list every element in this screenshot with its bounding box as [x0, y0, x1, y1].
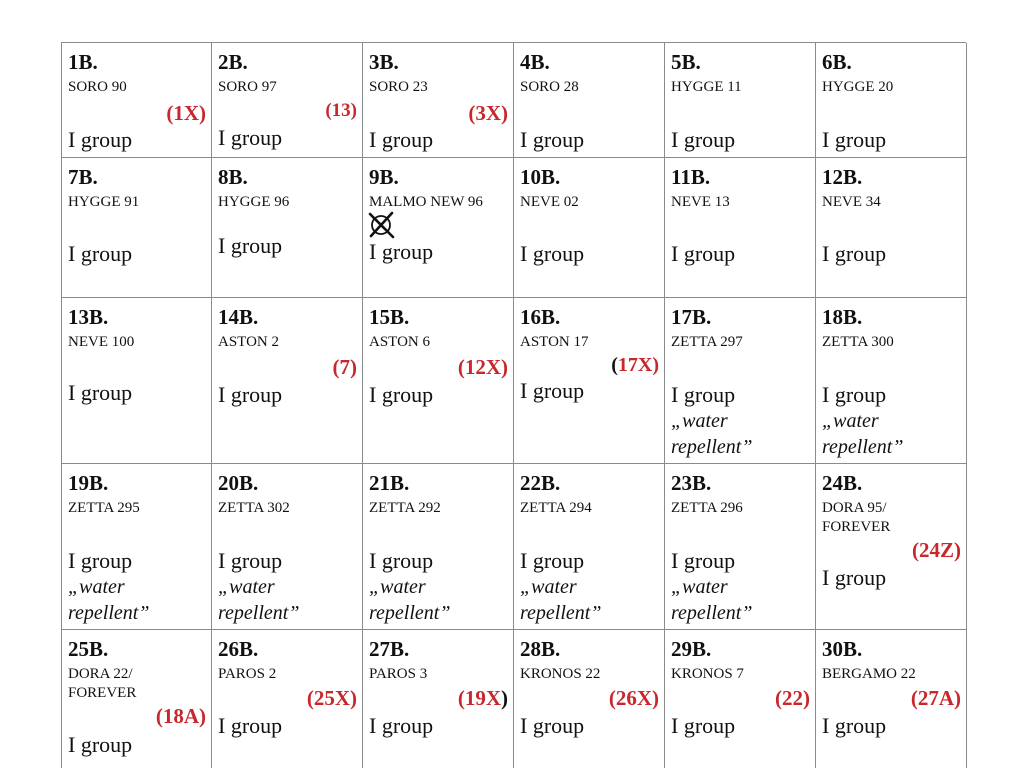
cell-code: 5B.: [671, 50, 701, 74]
cell-code: 9B.: [369, 165, 399, 189]
cell-model: KRONOS 22: [520, 666, 601, 682]
cell-tag: (27A): [910, 686, 961, 710]
grid-cell-15b: [363, 298, 514, 464]
cell-tag: (1X): [166, 101, 206, 125]
cell-group: I group: [822, 713, 887, 738]
cell-group: I group: [369, 548, 434, 573]
cell-group: I group: [218, 548, 283, 573]
cell-note: „water repellent”: [671, 410, 753, 458]
cell-group: I group: [369, 127, 434, 152]
cell-group: I group: [218, 125, 283, 150]
cell-group: I group: [68, 241, 133, 266]
cell-tag: (25X): [306, 686, 357, 710]
grid-cell-19b: [62, 464, 212, 630]
cell-group: I group: [218, 713, 283, 738]
cell-group: I group: [671, 382, 736, 407]
cell-tag: (22): [775, 686, 810, 710]
crossed-out-circle-icon: [367, 211, 397, 239]
grid-cell-23b: [665, 464, 816, 630]
grid-cell-2b: [212, 43, 363, 158]
cell-tag: (24Z): [912, 538, 961, 562]
cell-model: SORO 97: [218, 79, 277, 95]
cell-code: 15B.: [369, 305, 410, 329]
cell-model: SORO 28: [520, 79, 579, 95]
cell-code: 27B.: [369, 637, 410, 661]
cell-group: I group: [68, 732, 133, 757]
cell-note: „water repellent”: [369, 576, 451, 624]
cell-model: NEVE 13: [671, 194, 730, 210]
cell-group: I group: [822, 565, 887, 590]
cell-group: I group: [369, 239, 434, 264]
cell-group: I group: [822, 127, 887, 152]
grid-cell-13b: [62, 298, 212, 464]
cell-code: 14B.: [218, 305, 259, 329]
cell-group: I group: [520, 241, 585, 266]
cell-code: 6B.: [822, 50, 852, 74]
cell-note: „water repellent”: [671, 576, 753, 624]
grid-cell-12b: [816, 158, 967, 298]
grid-cell-24b: [816, 464, 967, 630]
grid-cell-6b: [816, 43, 967, 158]
cell-group: I group: [68, 380, 133, 405]
grid-cell-7b: [62, 158, 212, 298]
product-grid: [61, 42, 966, 768]
cell-code: 13B.: [68, 305, 109, 329]
cell-code: 3B.: [369, 50, 399, 74]
cell-model: ZETTA 302: [218, 500, 290, 516]
cell-model: PAROS 2: [218, 666, 277, 682]
cell-model: BERGAMO 22: [822, 666, 916, 682]
cell-code: 26B.: [218, 637, 259, 661]
cell-group: I group: [822, 382, 887, 407]
cell-note: „water repellent”: [68, 576, 150, 624]
cell-tag: (7): [332, 355, 357, 379]
cell-group: I group: [671, 548, 736, 573]
grid-cell-9b: [363, 158, 514, 298]
grid-cell-5b: [665, 43, 816, 158]
cell-code: 19B.: [68, 471, 109, 495]
cell-model: HYGGE 11: [671, 79, 742, 95]
cell-model: HYGGE 96: [218, 194, 290, 210]
grid-cell-8b: [212, 158, 363, 298]
cell-note: „water repellent”: [218, 576, 300, 624]
cell-model: ZETTA 292: [369, 500, 441, 516]
cell-model: DORA 22/ FOREVER: [68, 666, 137, 701]
cell-group: I group: [68, 548, 133, 573]
cell-code: 10B.: [520, 165, 561, 189]
cell-note: „water repellent”: [520, 576, 602, 624]
cell-group: I group: [369, 713, 434, 738]
cell-model: ZETTA 296: [671, 500, 743, 516]
grid-cell-17b: [665, 298, 816, 464]
grid-cell-10b: [514, 158, 665, 298]
grid-cell-22b: [514, 464, 665, 630]
grid-cell-25b: [62, 630, 212, 768]
cell-tag: [458, 686, 508, 710]
grid-cell-11b: [665, 158, 816, 298]
grid-cell-4b: [514, 43, 665, 158]
cell-code: 22B.: [520, 471, 561, 495]
cell-model: ZETTA 294: [520, 500, 592, 516]
cell-group: I group: [520, 713, 585, 738]
cell-group: I group: [68, 127, 133, 152]
cell-code: 29B.: [671, 637, 712, 661]
cell-model: NEVE 100: [68, 334, 135, 350]
cell-code: 2B.: [218, 50, 248, 74]
cell-model: ZETTA 295: [68, 500, 140, 516]
grid-cell-26b: [212, 630, 363, 768]
cell-tag: (18A): [155, 704, 206, 728]
cell-code: 8B.: [218, 165, 248, 189]
grid-cell-16b: [514, 298, 665, 464]
cell-code: 11B.: [671, 165, 711, 189]
cell-model: ASTON 17: [520, 334, 589, 350]
tag-text: 17X): [617, 354, 659, 376]
tag-text: (19X: [457, 686, 501, 710]
grid-cell-1b: [62, 43, 212, 158]
cell-group: I group: [822, 241, 887, 266]
grid-cell-28b: [514, 630, 665, 768]
grid-cell-27b: [363, 630, 514, 768]
cell-model: ZETTA 297: [671, 334, 743, 350]
cell-model: HYGGE 20: [822, 79, 894, 95]
cell-model: NEVE 34: [822, 194, 881, 210]
cell-code: 20B.: [218, 471, 259, 495]
cell-group: I group: [520, 548, 585, 573]
grid-cell-20b: [212, 464, 363, 630]
cell-group: I group: [218, 233, 283, 258]
cell-tag: [611, 353, 659, 377]
cell-code: 23B.: [671, 471, 712, 495]
cell-model: SORO 23: [369, 79, 428, 95]
cell-model: ZETTA 300: [822, 334, 894, 350]
cell-code: 16B.: [520, 305, 561, 329]
cell-code: 21B.: [369, 471, 410, 495]
cell-code: 7B.: [68, 165, 98, 189]
tag-open-paren: (: [611, 354, 618, 376]
cell-code: 17B.: [671, 305, 712, 329]
cell-note: „water repellent”: [822, 410, 904, 458]
cell-code: 4B.: [520, 50, 550, 74]
cell-tag: (12X): [457, 355, 508, 379]
cell-code: 18B.: [822, 305, 863, 329]
cell-group: I group: [671, 241, 736, 266]
cell-code: 30B.: [822, 637, 863, 661]
cell-tag: (13): [325, 100, 357, 121]
cell-model: PAROS 3: [369, 666, 428, 682]
cell-group: I group: [520, 378, 585, 403]
cell-group: I group: [671, 713, 736, 738]
cell-tag: (3X): [468, 101, 508, 125]
grid-cell-3b: [363, 43, 514, 158]
cell-model: ASTON 6: [369, 334, 430, 350]
cell-model: KRONOS 7: [671, 666, 744, 682]
cell-model: ASTON 2: [218, 334, 279, 350]
cell-group: I group: [671, 127, 736, 152]
grid-cell-21b: [363, 464, 514, 630]
cell-model: NEVE 02: [520, 194, 579, 210]
cell-group: I group: [520, 127, 585, 152]
grid-cell-29b: [665, 630, 816, 768]
cell-model: SORO 90: [68, 79, 127, 95]
cell-model: DORA 95/ FOREVER: [822, 500, 891, 535]
cell-code: 24B.: [822, 471, 863, 495]
grid-cell-14b: [212, 298, 363, 464]
cell-code: 1B.: [68, 50, 98, 74]
cell-code: 25B.: [68, 637, 109, 661]
tag-close-paren: ): [501, 686, 508, 710]
grid-cell-18b: [816, 298, 967, 464]
cell-code: 12B.: [822, 165, 863, 189]
cell-model: MALMO NEW 96: [369, 194, 483, 210]
cell-group: I group: [218, 382, 283, 407]
cell-tag: (26X): [608, 686, 659, 710]
cell-code: 28B.: [520, 637, 561, 661]
grid-cell-30b: [816, 630, 967, 768]
cell-model: HYGGE 91: [68, 194, 140, 210]
cell-group: I group: [369, 382, 434, 407]
